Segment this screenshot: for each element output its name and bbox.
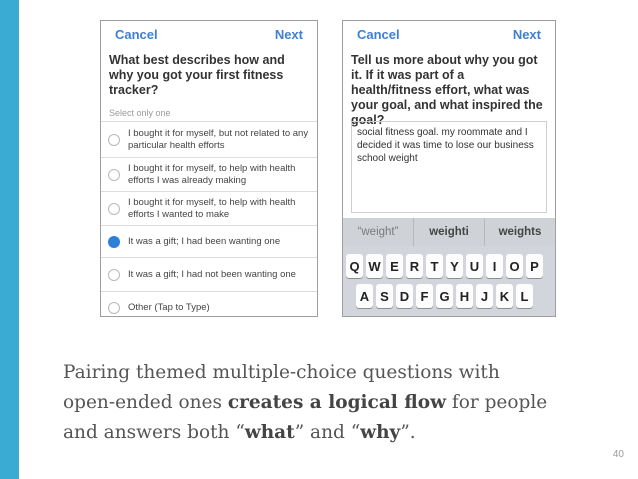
question-text: What best describes how and why you got your first fitness tracker? [109, 53, 285, 97]
option-item[interactable] [101, 291, 317, 317]
key-w[interactable]: W [366, 254, 383, 278]
navbar [101, 21, 317, 51]
caption [63, 358, 593, 448]
cancel-button[interactable]: Cancel [115, 27, 158, 42]
key-d[interactable]: D [396, 284, 413, 308]
radio-icon[interactable] [108, 169, 120, 181]
caption-emphasis: what [244, 422, 295, 443]
key-k[interactable]: K [496, 284, 513, 308]
option-label: Other (Tap to Type) [128, 302, 210, 313]
radio-icon[interactable] [108, 134, 120, 146]
cancel-button[interactable]: Cancel [357, 27, 400, 42]
key-e[interactable]: E [386, 254, 403, 278]
options-list [101, 121, 317, 317]
survey-screen [100, 20, 318, 317]
radio-selected-icon[interactable] [108, 236, 120, 248]
navbar [343, 21, 555, 51]
key-s[interactable]: S [376, 284, 393, 308]
keyboard-row-1 [346, 254, 546, 278]
option-label: It was a gift; I had not been wanting one [128, 269, 296, 280]
suggestion-item[interactable]: “weight” [343, 218, 414, 246]
caption-line-1: Pairing themed multiple-choice questions with [63, 362, 500, 383]
question-text: Tell us more about why you got it. If it was part of a health/fitness effort, what was your goal, and what inspired the goal? [351, 53, 543, 127]
key-g[interactable]: G [436, 284, 453, 308]
suggestion-item[interactable]: weighti [414, 218, 485, 246]
suggestion-item[interactable]: weights [498, 226, 542, 238]
autocorrect-bar [343, 218, 555, 246]
key-u[interactable]: U [466, 254, 483, 278]
key-q[interactable]: Q [346, 254, 363, 278]
radio-icon[interactable] [108, 269, 120, 281]
radio-icon[interactable] [108, 203, 120, 215]
next-button[interactable]: Next [274, 27, 303, 42]
option-label: I bought it for myself, to help with health efforts I wanted to make [128, 197, 296, 220]
caption-emphasis: creates a logical flow [227, 392, 446, 413]
option-item[interactable] [101, 225, 317, 257]
caption-line-3: and answers both “what” and “why”. [63, 422, 416, 443]
radio-icon[interactable] [108, 302, 120, 314]
hint-text: Select only one [109, 108, 171, 118]
key-p[interactable]: P [526, 254, 543, 278]
option-item[interactable] [101, 257, 317, 291]
key-j[interactable]: J [476, 284, 493, 308]
option-item[interactable] [101, 191, 317, 225]
key-l[interactable]: L [516, 284, 533, 308]
answer-textarea[interactable]: social fitness goal. my roommate and I decided it was time to lose our business school weight [351, 121, 547, 213]
key-r[interactable]: R [406, 254, 423, 278]
keyboard [343, 246, 555, 316]
key-a[interactable]: A [356, 284, 373, 308]
open-ended-screen [342, 20, 556, 317]
accent-bar [0, 0, 19, 479]
key-t[interactable]: T [426, 254, 443, 278]
option-item[interactable] [101, 121, 317, 157]
option-item[interactable] [101, 157, 317, 191]
key-f[interactable]: F [416, 284, 433, 308]
keyboard-row-2 [356, 284, 536, 308]
key-h[interactable]: H [456, 284, 473, 308]
key-o[interactable]: O [506, 254, 523, 278]
option-label: I bought it for myself, but not related to any particular health efforts [128, 128, 309, 151]
page-number: 40 [612, 449, 624, 460]
next-button[interactable]: Next [512, 27, 541, 42]
caption-line-2: open-ended ones creates a logical flow for people [63, 392, 548, 413]
option-label: I bought it for myself, to help with health efforts I was already making [128, 163, 296, 186]
option-label: It was a gift; I had been wanting one [128, 236, 281, 247]
caption-emphasis: why [360, 422, 401, 443]
key-i[interactable]: I [486, 254, 503, 278]
key-y[interactable]: Y [446, 254, 463, 278]
